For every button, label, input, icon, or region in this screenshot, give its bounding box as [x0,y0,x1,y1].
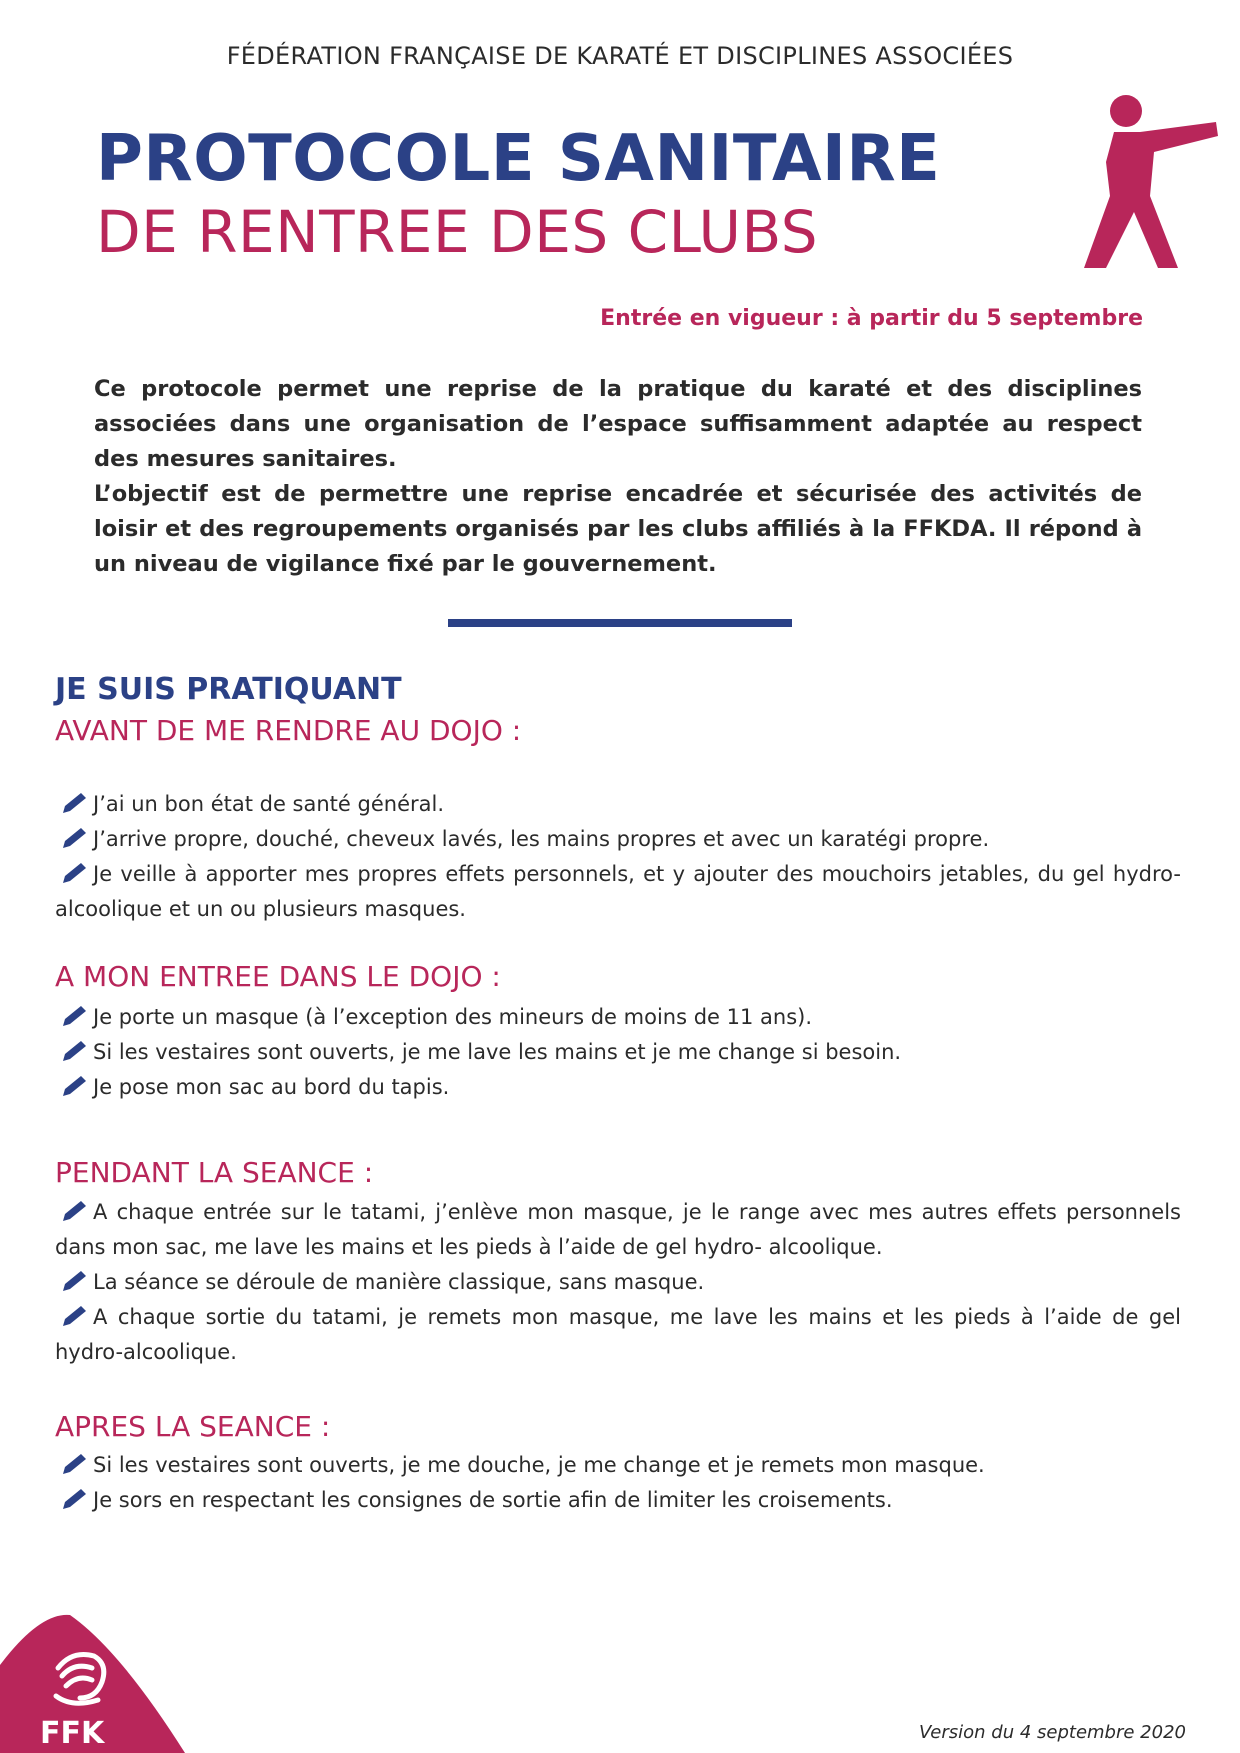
page-subtitle: DE RENTREE DES CLUBS [96,198,819,266]
list-item: A chaque sortie du tatami, je remets mon masque, me lave les mains et les pieds à l’aide de gel hydro-alcoolique. [55,1305,1181,1364]
section-heading-after: APRES LA SEANCE : [55,1410,331,1443]
ffk-logo [0,1610,185,1753]
pen-icon [61,1074,87,1098]
section-heading-before: AVANT DE ME RENDRE AU DOJO : [55,714,522,747]
pen-icon [61,1039,87,1063]
pen-icon [61,791,87,815]
pen-icon [61,1487,87,1511]
list-item: J’ai un bon état de santé général. [55,787,1181,822]
logo-text: FFK [40,1716,105,1751]
list-item: Si les vestaires sont ouverts, je me lave les mains et je me change si besoin. [55,1035,1181,1070]
pen-icon [61,1269,87,1293]
list-item: Je veille à apporter mes propres effets personnels, et y ajouter des mouchoirs jetables, du gel hydro-alcoolique et un ou plusieurs masques. [55,862,1181,921]
section-heading-entry: A MON ENTREE DANS LE DOJO : [55,960,501,993]
version-note: Version du 4 septembre 2020 [919,1722,1186,1743]
list-item: A chaque entrée sur le tatami, j’enlève mon masque, je le range avec mes autres effets personnels dans mon sac, me lave les mains et les pieds à l’aide de gel hydro- alcoolique. [55,1200,1181,1259]
main-heading: JE SUIS PRATIQUANT [55,672,402,707]
pen-icon [61,1004,87,1028]
list-item: La séance se déroule de manière classique, sans masque. [55,1265,1181,1300]
pen-icon [61,1199,87,1223]
federation-name: FÉDÉRATION FRANÇAISE DE KARATÉ ET DISCIPLINES ASSOCIÉES [226,42,1014,70]
list-item: Je pose mon sac au bord du tapis. [55,1070,1181,1105]
page-title: PROTOCOLE SANITAIRE [96,122,941,196]
list-item: Si les vestaires sont ouverts, je me douche, je me change et je remets mon masque. [55,1448,1181,1483]
list-item: J’arrive propre, douché, cheveux lavés, les mains propres et avec un karatégi propre. [55,822,1181,857]
section-list-before [55,787,1181,927]
section-divider [448,619,792,627]
intro-paragraph-1: Ce protocole permet une reprise de la pratique du karaté et des disciplines associées dans une organisation de l’espace suffisamment adaptée au respect des mesures sanitaires. [94,376,1142,472]
pen-icon [61,1452,87,1476]
karate-figure-icon [1078,92,1218,270]
section-heading-during: PENDANT LA SEANCE : [55,1156,374,1189]
section-list-during [55,1195,1181,1370]
section-list-after [55,1448,1181,1518]
intro-paragraph-2: L’objectif est de permettre une reprise encadrée et sécurisée des activités de loisir et des regroupements organisés par les clubs affiliés à la FFKDA. Il répond à un niveau de vigilance fixé par le gouvernement. [94,481,1142,577]
intro-text [94,372,1142,582]
pen-icon [61,861,87,885]
list-item: Je porte un masque (à l’exception des mineurs de moins de 11 ans). [55,1000,1181,1035]
section-list-entry [55,1000,1181,1105]
pen-icon [61,1304,87,1328]
effective-date: Entrée en vigueur : à partir du 5 septembre [600,306,1143,331]
list-item: Je sors en respectant les consignes de sortie afin de limiter les croisements. [55,1483,1181,1518]
pen-icon [61,826,87,850]
